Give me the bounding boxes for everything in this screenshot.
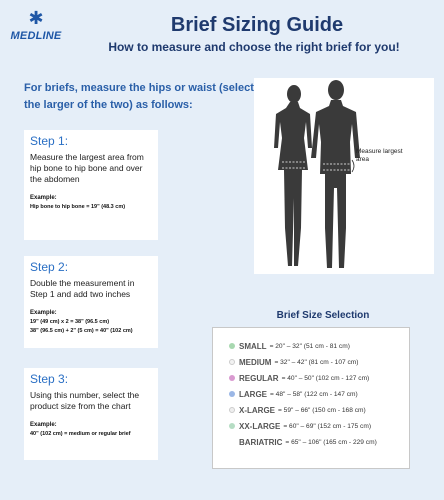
size-name: X-LARGE <box>239 405 275 415</box>
step-1-card <box>24 130 158 240</box>
size-range: = 20" – 32" (51 cm - 81 cm) <box>269 342 350 350</box>
measure-label: Measure largest area <box>356 148 403 163</box>
example-label: Example: <box>30 310 57 316</box>
page-subtitle: How to measure and choose the right brief for you! <box>108 40 400 54</box>
size-name: XX-LARGE <box>239 421 281 431</box>
size-row-bariatric <box>229 434 403 450</box>
size-range: = 60" – 69" (152 cm - 175 cm) <box>283 422 372 430</box>
color-dot <box>229 359 235 365</box>
size-range: = 48" – 58" (122 cm - 147 cm) <box>270 390 358 398</box>
step-2-card <box>24 256 158 348</box>
step-heading: Step 3: <box>30 372 69 386</box>
color-dot <box>229 343 235 349</box>
step-3-card <box>24 368 158 460</box>
size-row-xx-large <box>229 418 403 434</box>
medline-logo <box>6 10 66 50</box>
example-label: Example: <box>30 195 57 201</box>
step-heading: Step 2: <box>30 260 69 274</box>
size-row-regular <box>229 370 403 386</box>
color-dot <box>229 391 235 397</box>
star-of-life-icon: ✱ <box>28 8 44 28</box>
size-name: SMALL <box>239 341 267 351</box>
body-measurement-figure <box>254 78 434 274</box>
size-row-x-large <box>229 402 403 418</box>
page-title: Brief Sizing Guide <box>170 14 344 36</box>
color-dot <box>229 375 235 381</box>
size-chart <box>212 327 410 469</box>
step-description: Double the measurement in Step 1 and add two inches <box>30 278 135 299</box>
example-line: 38" (96.5 cm) + 2" (5 cm) = 40" (102 cm) <box>30 328 133 334</box>
step-description: Measure the largest area from hip bone to hip bone and over the abdomen <box>30 152 144 184</box>
color-dot <box>229 407 235 413</box>
size-selection-title: Brief Size Selection <box>276 310 370 321</box>
example-line: 19" (49 cm) x 2 = 38" (96.5 cm) <box>30 319 110 325</box>
example-line: 40" (102 cm) = medium or regular brief <box>30 431 131 437</box>
size-row-medium <box>229 354 403 370</box>
size-name: MEDIUM <box>239 357 272 367</box>
size-range: = 32" – 42" (81 cm - 107 cm) <box>274 358 359 366</box>
size-row-small <box>229 338 403 354</box>
example-label: Example: <box>30 422 57 428</box>
size-name: BARIATRIC <box>239 437 283 447</box>
color-dot <box>229 423 235 429</box>
human-silhouettes-illustration <box>254 78 434 274</box>
size-name: LARGE <box>239 389 267 399</box>
size-name: REGULAR <box>239 373 279 383</box>
brand-name: MEDLINE <box>10 30 62 42</box>
example-line: Hip bone to hip bone = 19" (48.3 cm) <box>30 204 126 210</box>
size-row-large <box>229 386 403 402</box>
step-description: Using this number, select the product size from the chart <box>30 390 140 411</box>
size-range: = 65" – 106" (165 cm - 229 cm) <box>285 438 377 446</box>
intro-text: For briefs, measure the hips or waist (select the larger of the two) as follows: <box>24 82 254 111</box>
step-heading: Step 1: <box>30 134 69 148</box>
size-range: = 59" – 66" (150 cm - 168 cm) <box>278 406 366 414</box>
size-range: = 40" – 50" (102 cm - 127 cm) <box>281 374 370 382</box>
